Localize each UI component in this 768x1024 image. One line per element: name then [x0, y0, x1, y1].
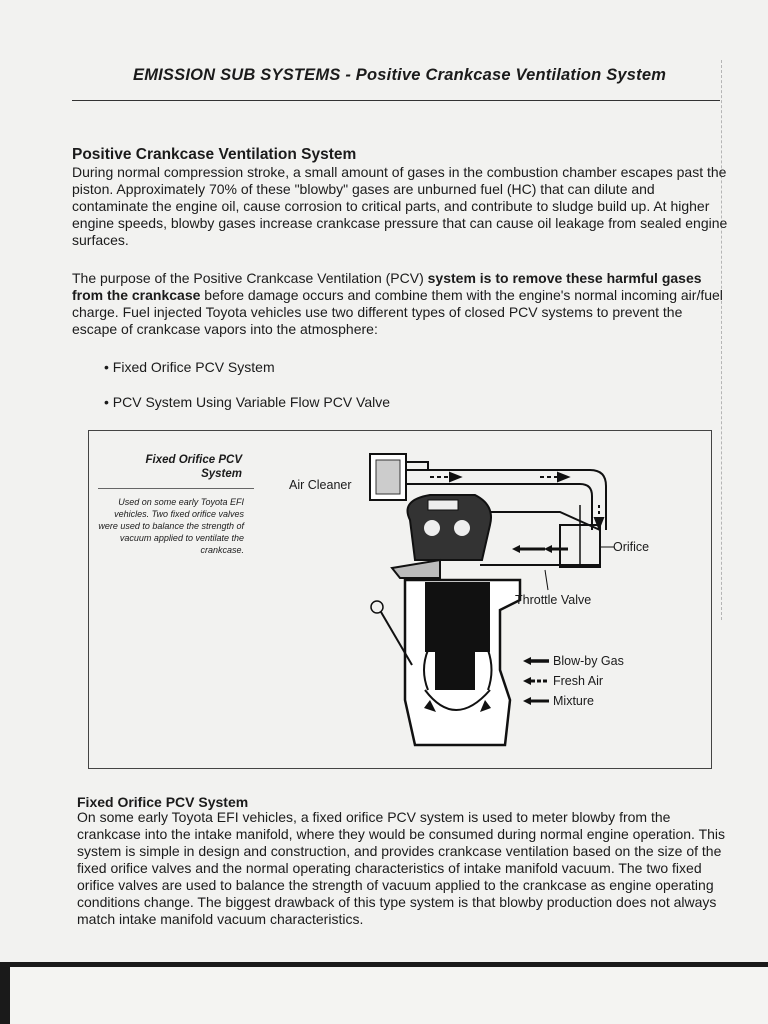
next-page-edge [10, 967, 768, 1024]
bullet-fixed-orifice: • Fixed Orifice PCV System [104, 359, 275, 375]
bullet-variable-flow: • PCV System Using Variable Flow PCV Valve [104, 394, 391, 410]
section-heading: Positive Crankcase Ventilation System [72, 146, 357, 163]
label-throttle-valve: Throttle Valve [515, 593, 592, 607]
label-air-cleaner: Air Cleaner [289, 478, 352, 492]
scan-bottom-edge [0, 962, 768, 1024]
engine-block-icon [405, 580, 520, 745]
fixed-orifice-paragraph: On some early Toyota EFI vehicles, a fixed orifice PCV system is used to meter blowby from the crankcase into the intake manifold, where they would be consumed during normal engine operation. This system is simple in design and construction, and provides crankcase ventilation based on the size of the fixed orifice valves and the normal operating characteristics of intake manifold vacuum. The two fixed orifice valves are used to balance the strength of vacuum applied to the crankcase as engine operating conditions change. The biggest drawback of this type system is that blowby production does not always match intake manifold vacuum characteristics. [77, 809, 726, 927]
legend-fresh-air-label: Fresh Air [553, 674, 604, 688]
legend-blowby-label: Blow-by Gas [553, 654, 624, 668]
purpose-text-start: The purpose of the Positive Crankcase Ventilation (PCV) [72, 270, 428, 286]
legend-fresh-air-arrow [523, 677, 549, 685]
purpose-text-bold: system is to remove these harmful gases from the crankcase [72, 270, 702, 303]
figure-title: Fixed Orifice PCV System [145, 454, 242, 480]
legend-blowby-arrow [523, 657, 549, 665]
header-title: EMISSION SUB SYSTEMS - Positive Crankcase Ventilation System [133, 66, 667, 84]
air-cleaner-icon [370, 454, 428, 500]
legend-mixture-label: Mixture [553, 694, 594, 708]
legend-mixture-arrow [523, 697, 549, 705]
fixed-orifice-heading: Fixed Orifice PCV System [77, 794, 249, 810]
label-orifice: Orifice [613, 540, 650, 554]
cylinder-head-icon [408, 495, 492, 560]
intro-paragraph: During normal compression stroke, a small amount of gases in the combustion chamber escapes past the piston. Approximately 70% of these "blowby" gases are unburned fuel (HC) that can dilute and contaminate the engine oil, cause corrosion to critical parts, and contribute to sludge build up. At higher engine speeds, blowby gases increase crankcase pressure that can cause oil leakage from sealed engine surfaces. [72, 164, 728, 248]
purpose-text-end: before damage occurs and combine them with the engine's normal incoming air/fuel charge. Fuel injected Toyota vehicles use two different types of closed PCV systems to prevent the escape of crankcase vapors into the atmosphere: [72, 287, 723, 337]
figure-caption: Used on some early Toyota EFI vehicles. Two fixed orifice valves were used to balance the strength of vacuum applied to ventilate the crankcase. [98, 497, 244, 555]
